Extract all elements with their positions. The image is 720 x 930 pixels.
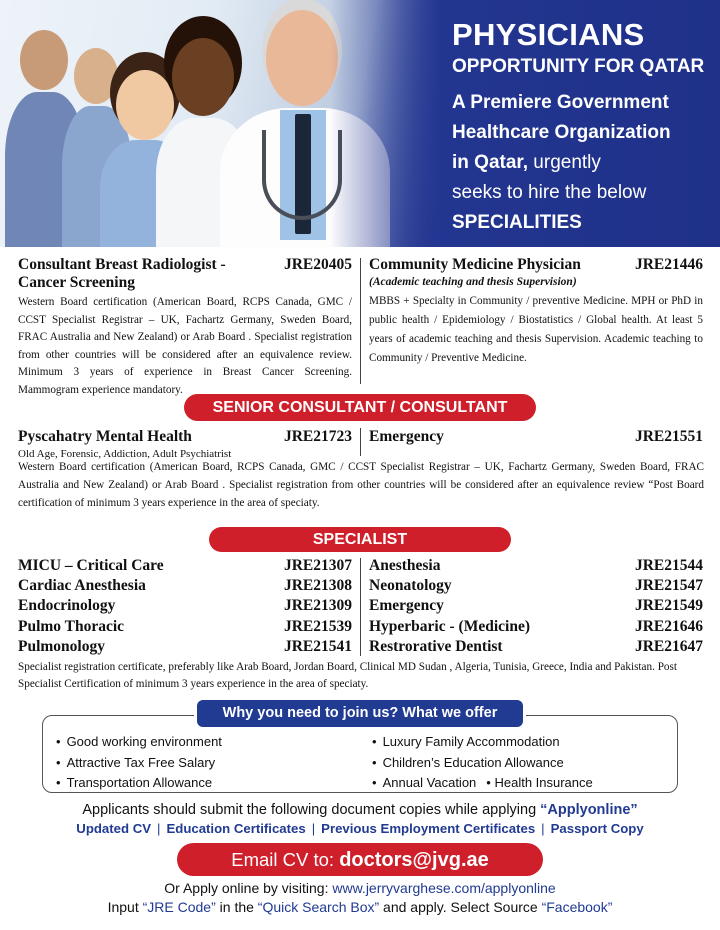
email-cv-button[interactable]: Email CV to: doctors@jvg.ae [177,843,543,876]
list-item: MICU – Critical Care JRE21307 [18,557,352,574]
header-intro: A Premiere Government Healthcare Organization in Qatar, urgently seeks to hire the below SPECIALITIES [452,92,671,233]
job-title: Emergency [369,428,444,445]
job-emergency-senior [369,428,703,446]
list-item: • Annual Vacation • Health Insurance [372,773,593,794]
job-subspecialties: Old Age, Forensic, Addiction, Adult Psychiatrist [18,448,232,460]
doctors-photo [0,0,440,247]
list-item: Pulmo Thoracic JRE21539 [18,617,352,635]
job-code: JRE21446 [634,256,703,273]
list-item: Neonatology JRE21547 [369,577,703,595]
specialist-requirements: Specialist registration certificate, preferably like Arab Board, Jordan Board, Clinical MD Sudan , Algeria, Tunisia, Greece, India and Pakistan. Post Specialist Certification of minimum 3 years experience in the area of speciaty. [18,661,677,690]
job-code: JRE20405 [283,256,352,273]
specialist-list-left [18,556,352,657]
job-community-medicine [369,256,703,368]
job-title: Consultant Breast Radiologist - [18,256,226,273]
column-divider [360,558,361,656]
job-description: Western Board certification (American Board, RCPS Canada, GMC / CCST Specialist Registrar – UK, Fachartz Germany, Sweden Board, FRAC Australia and New Zealand) or Arab Board . Specialist registration from other countries will be considered after an equivalence review. Minimum 3 years of experience in Breast Cancer Screening. Mammogram experience mandatory. [18,296,352,396]
list-item: Emergency JRE21549 [369,597,703,615]
apply-online-link[interactable]: www.jerryvarghese.com/applyonline [332,880,556,896]
page-title: PHYSICIANS [452,17,645,52]
job-psychiatry [18,428,352,462]
specialist-banner: SPECIALIST [209,527,511,552]
apply-instructions: Applicants should submit the following document copies while applying “Applyonline” [82,802,638,818]
search-instructions: Input “JRE Code” in the “Quick Search Box” and apply. Select Source “Facebook” [107,899,613,915]
list-item: Cardiac Anesthesia JRE21308 [18,577,352,595]
offer-title: Why you need to join us? What we offer [197,700,523,727]
list-item: • Attractive Tax Free Salary [56,753,222,774]
list-item: • Transportation Allowance [56,773,222,794]
list-item: Restrorative Dentist JRE21647 [369,637,703,655]
specialist-list-right [369,556,703,657]
header-text [452,18,714,238]
job-description: MBBS + Specialty in Community / preventive Medicine. MPH or PhD in public health / Epidemiology / Biostatistics / Global health. At least 5 years of academic teaching and thesis Supervision. Academic teaching to Community / Preventive Medicine. [369,295,703,364]
list-item: Hyperbaric - (Medicine) JRE21646 [369,617,703,635]
job-breast-radiologist [18,256,352,399]
apply-online-line: Or Apply online by visiting: www.jerryvarghese.com/applyonline [164,880,556,896]
required-documents: Updated CV | Education Certificates | Previous Employment Certificates | Passport Copy [76,821,644,836]
bullet-icon: • [486,775,491,790]
header-banner [0,0,720,247]
column-divider [360,428,361,456]
job-code: JRE21551 [634,428,703,445]
senior-requirements: Western Board certification (American Board, RCPS Canada, GMC / CCST Specialist Registrar – UK, Fachartz Germany, Sweden Board, FRAC Australia and New Zealand) or Arab Board . Specialist registration from other countries will be considered after an equivalence review “Post Board certification of minimum 3 years experience in the area of speciaty. [18,461,704,509]
page-subtitle: OPPORTUNITY FOR QATAR [452,56,705,77]
senior-consultant-banner: SENIOR CONSULTANT / CONSULTANT [184,394,536,421]
offer-list-right [372,732,593,794]
list-item: • Children’s Education Allowance [372,753,593,774]
job-note: (Academic teaching and thesis Supervision) [369,276,577,288]
list-item: Anesthesia JRE21544 [369,557,703,574]
email-link[interactable]: doctors@jvg.ae [339,849,489,871]
list-item: • Luxury Family Accommodation [372,732,593,753]
job-title: Pyscahatry Mental Health [18,428,192,445]
list-item: Pulmonology JRE21541 [18,637,352,655]
list-item: • Good working environment [56,732,222,753]
job-title-line2: Cancer Screening [18,274,135,291]
offer-list-left [56,732,222,794]
job-title: Community Medicine Physician [369,256,581,273]
list-item: Endocrinology JRE21309 [18,597,352,615]
job-code: JRE21723 [283,428,352,445]
column-divider [360,258,361,384]
